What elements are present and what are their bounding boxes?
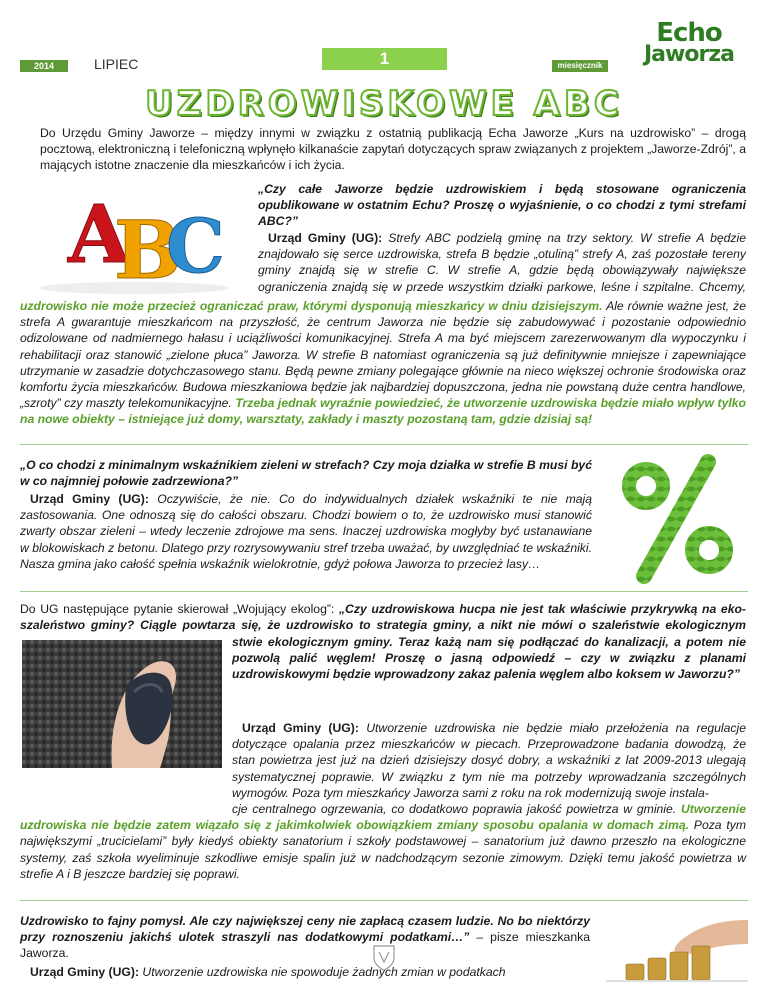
s4-answer-text: Utworzenie uzdrowiska nie spowoduje żadnych zmian w podatkach bbox=[139, 965, 506, 979]
divider-1 bbox=[20, 444, 748, 445]
s3-answer-continued: cje centralnego ogrzewania, co dodatkowo poprawia jakość powietrza w gminie. Utworzenie uzdrowiska nie będzie zatem wiązało się z jakimkolwiek obowiązkiem zmiany sposobu opalania w domach zimą. Poza tym największymi „trucicielami” były kiedyś obiekty sanatorium i szkoły podstawowej – sanatorium już dawno przeszło na ekologiczne systemy, zaś szkoła wyeliminuje szkodliwe emisje spalin już w nadchodzącym sezonie zimowym. Dzięki temu jakość powietrza w strefie A i B jeszcze bardziej się poprawi. bbox=[20, 802, 747, 881]
abc-letters-image bbox=[28, 178, 240, 296]
page-title: UZDROWISKOWE ABC bbox=[145, 84, 623, 124]
s3-answer-line4: systematycznej poprawie. W związku z tym nie ma potrzeby wprowadzania szczególnych wymogów. Poza tym mieszkańcy Jaworza sami z roku na rok modernizują swoje instala- bbox=[232, 770, 746, 801]
s3-speaker: Urząd Gminy (UG): bbox=[242, 721, 359, 735]
s1-answer-part1: Strefy ABC podzielą gminę na trzy sektory. W strefie A będzie znajdowało się serce uzdrowiska, strefa B będzie „otuliną” strefy A, zaś pozostałe tereny gminy znajdą się w strefie C. W strefie A, gdzie będą obowiązywały największe ograniczenia znajdą się w przede wszystkim działki parkowe, leśne i szpitalne. Chcemy, bbox=[258, 231, 746, 294]
s3-lead: Do UG następujące pytanie skierował „Wojujący ekolog”: bbox=[20, 602, 339, 616]
divider-2 bbox=[20, 591, 748, 592]
coal-in-hand-image bbox=[22, 640, 222, 768]
s3-highlight: Utworzenie uzdrowiska nie będzie zatem wiązało się z jakimkolwiek obowiązkiem zmiany sposobu opalania w domach zimą. bbox=[20, 802, 746, 833]
logo-line2: Jaworza bbox=[644, 41, 734, 67]
letter-b: B bbox=[114, 203, 182, 296]
intro-paragraph: Do Urzędu Gminy Jaworze – między innymi w związku z ostatnią publikacją Echa Jaworze „Kurs na uzdrowisko” – drogą pocztową, elektroniczną i telefoniczną wpłynęło kilkanaście zapytań dotyczących spraw związanych z projektem „Jaworze-Zdrój”, a mających istotne znaczenie dla mieszkańców i ich życia. bbox=[40, 126, 746, 173]
s4-question-paragraph bbox=[20, 913, 590, 962]
letter-a: A bbox=[68, 187, 131, 281]
s2-speaker: Urząd Gminy (UG): bbox=[30, 492, 149, 506]
s3-question-continued: stwie ekologicznym gminy. Teraz każą nam się podłączać do kanalizacji, a potem nie pozwolą palić węglem! Proszę o jasną odpowiedź – czy w związku z planami uzdrowiskowymi będzie wprowadzony zakaz palenia węglem albo koksem w Jaworzu?” bbox=[232, 635, 746, 682]
s4-question: Uzdrowisko to fajny pomysł. Ale czy największej ceny nie zapłacą czasem ludzie. No bo niektórzy przy roznoszeniu jakichś ulotek straszyli nas dodatkowymi podatkami…” bbox=[20, 914, 590, 945]
logo-line1: Echo bbox=[656, 18, 722, 48]
s4-answer bbox=[20, 964, 590, 980]
s1-highlight1: uzdrowisko nie może przecież ograniczać praw, którymi dysponują mieszkańcy w dniu dzisiejszym. bbox=[20, 299, 603, 313]
s1-speaker: Urząd Gminy (UG): bbox=[268, 231, 383, 245]
s4-attribution: – pisze mieszkanka Jaworza. bbox=[20, 930, 590, 961]
s1-question: „Czy całe Jaworze będzie uzdrowiskiem i będą stosowane ograniczenia opublikowane w ostatnim Echu? Proszę o wyjaśnienie, o co chodzi z tymi strefami ABC?” bbox=[258, 182, 746, 229]
magazine-badge: miesięcznik bbox=[552, 60, 608, 72]
s4-speaker: Urząd Gminy (UG): bbox=[30, 965, 140, 979]
s3-answer-top bbox=[232, 720, 746, 769]
gmina-emblem-icon bbox=[372, 944, 396, 972]
s3-question: „Czy uzdrowiskowa hucpa nie jest tak właściwie przykrywką na eko-szaleństwo gminy? Ciągle powtarza się, że uzdrowisko to strategia gminy, a nikt nie mówi o szaleństwie ekologicznym bbox=[20, 602, 746, 633]
coins-in-hand-image bbox=[606, 900, 748, 994]
s2-answer bbox=[20, 491, 592, 572]
issue-month: LIPIEC bbox=[94, 56, 139, 72]
s1-answer-continued bbox=[20, 298, 746, 428]
s1-highlight2: Trzeba jednak wyraźnie powiedzieć, że utworzenie uzdrowiska będzie miało wpływ tylko na nowe obiekty – istniejące już domy, warsztaty, zakłady i maszty pozostaną tam, gdzie dzisiaj są! bbox=[20, 396, 746, 427]
s1-answer-wrap-top bbox=[258, 230, 746, 296]
letter-c: C bbox=[166, 204, 225, 290]
s3-answer-part1: Utworzenie uzdrowiska nie będzie miało przełożenia na regulacje dotyczące opalania przez mieszkańców w piecach. Przeprowadzone badania dowodzą, że stan powietrza jest już na dzień dzisiejszy dosyć dobry, a wskaźniki z lat 2009-2013 ulegają bbox=[232, 721, 746, 768]
s2-answer-text: Oczywiście, że nie. Co do indywidualnych działek wskaźniki te nie mają zastosowania. One odnoszą się do całości obszaru. Chodzi bowiem o to, że uzdrowisko musi stanowić zwarty obszar zieleni – wtedy leczenie zdrojowe ma sens. Inaczej uzdrowiska mogłyby być ustanawiane w blokowiskach z betonu. Dlatego przy rozrysowywaniu stref trzeba uważać, by uwzględniać te wskaźniki. Nasza gmina jako całość spełnia wskaźnik wielokrotnie, gdyż połowa Jaworza to przecież lasy… bbox=[20, 492, 592, 571]
page-number: 1 bbox=[322, 48, 447, 70]
green-percent-image bbox=[606, 454, 746, 584]
s1-answer-part2: Ale równie ważne jest, że strefa A gwarantuje mieszkańcom na przyszłość, że centrum Jaworza nie będzie się zabudowywać i pozostanie odpowiednio odizolowane od nadmiernego hałasu i uciążliwości komunikacyjnej. Strefa A ma być miejscem zarezerwowanym dla wypoczynku i rehabilitacji oraz stanowić „zielone płuca” Jaworza. W strefie B natomiast ograniczenia są już definitywnie mniejsze i zapewniające utrzymanie w zasadzie dotychczasowego stanu. Będą pewne zmiany polegające głównie na nieco większej ochronie środowiska oraz komfortu życia mieszkańców. Budowa mieszkaniowa będzie jak najbardziej dopuszczona, jedna nie powstaną duże centra handlowe, „szroty” czy maszty telekomunikacyjne. bbox=[20, 299, 746, 411]
s3-answer-part2: Poza tym największymi „trucicielami” były kiedyś obiekty sanatorium i szkoły podstawowej – sanatorium już dawno przeszło na ekologiczne systemy, zaś szkoła wyeliminuje szkodliwe emisje spalin już w nadchodzącym sezonie zimowym. Dzięki temu jakość powietrza w strefie A i B jeszcze bardziej się poprawi. bbox=[20, 818, 747, 881]
s3-question-top bbox=[20, 601, 746, 635]
issue-year: 2014 bbox=[20, 60, 68, 72]
echo-jaworza-logo bbox=[628, 18, 750, 67]
s2-question: „O co chodzi z minimalnym wskaźnikiem zieleni w strefach? Czy moja działka w strefie B musi być w co najmniej połowie zadrzewiona?” bbox=[20, 458, 592, 489]
